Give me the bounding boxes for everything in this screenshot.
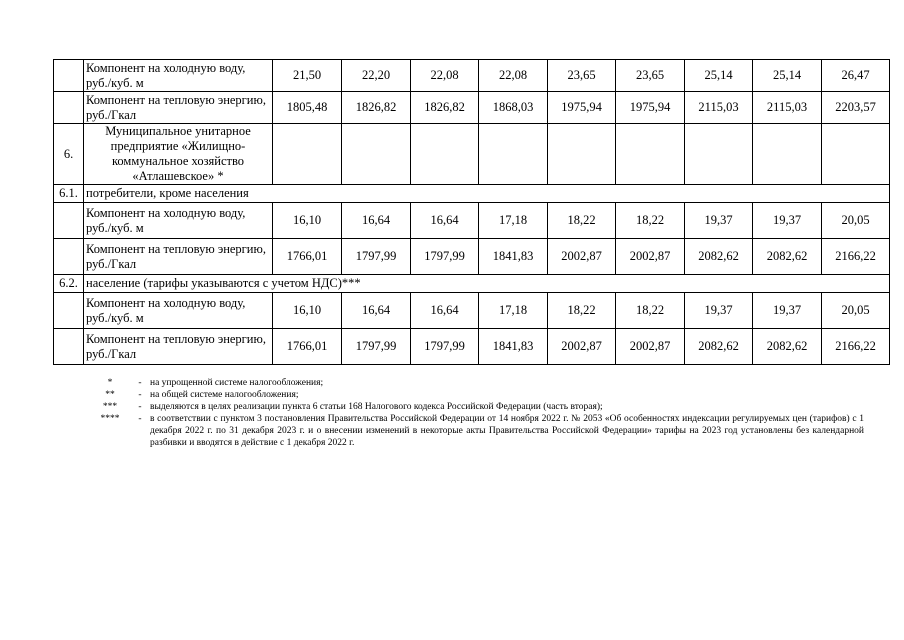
row-number: 6.1. [54,185,84,203]
row-number-cell [54,60,84,92]
row-number-cell [54,329,84,365]
tariff-value: 18,22 [616,203,685,239]
tariff-value: 1826,82 [411,92,479,124]
table-row [54,329,890,365]
tariff-value: 2082,62 [685,239,753,275]
table-row [54,203,890,239]
footnote-text: на упрощенной системе налогообложения; [150,378,324,388]
footnote [90,401,864,413]
tariff-value: 2002,87 [548,239,616,275]
row-number: 6.2. [54,275,84,293]
empty-cell [685,124,753,185]
tariff-value: 16,10 [273,203,342,239]
tariff-value: 2082,62 [685,329,753,365]
tariff-value: 2082,62 [753,329,822,365]
tariff-value: 1766,01 [273,239,342,275]
section-row [54,185,890,203]
tariff-value: 1975,94 [548,92,616,124]
empty-cell [342,124,411,185]
table-row [54,92,890,124]
row-number-cell [54,92,84,124]
tariff-value: 22,08 [411,60,479,92]
footnote-dash: - [138,402,142,412]
tariff-value: 19,37 [685,293,753,329]
tariff-value: 2115,03 [685,92,753,124]
component-name: Компонент на холодную воду, руб./куб. м [84,293,273,329]
tariff-value: 25,14 [753,60,822,92]
tariff-value: 2166,22 [822,329,890,365]
tariff-value: 20,05 [822,203,890,239]
tariff-value: 2002,87 [616,239,685,275]
tariff-value: 23,65 [616,60,685,92]
footnote [90,389,864,401]
tariff-value: 25,14 [685,60,753,92]
empty-cell [273,124,342,185]
footnote-text: выделяются в целях реализации пункта 6 статьи 168 Налогового кодекса Российской Федерации (часть вторая); [150,402,603,412]
tariff-value: 1841,83 [479,329,548,365]
component-name: Компонент на тепловую энергию, руб./Гкал [84,329,273,365]
tariff-value: 16,64 [342,203,411,239]
row-number: 6. [54,124,84,185]
tariff-value: 18,22 [616,293,685,329]
empty-cell [753,124,822,185]
tariff-value: 22,08 [479,60,548,92]
tariff-value: 1826,82 [342,92,411,124]
tariff-value: 16,64 [411,203,479,239]
tariff-value: 17,18 [479,293,548,329]
footnote-mark: **** [100,414,120,424]
tariff-value: 19,37 [753,203,822,239]
tariff-value: 26,47 [822,60,890,92]
empty-cell [411,124,479,185]
section-title: потребители, кроме населения [84,185,890,203]
footnote-mark: * [107,378,113,388]
tariff-value: 1766,01 [273,329,342,365]
empty-cell [548,124,616,185]
table-row [54,60,890,92]
footnote [90,413,864,449]
tariff-value: 2082,62 [753,239,822,275]
tariff-value: 2166,22 [822,239,890,275]
footnote-text: в соответствии с пунктом 3 постановления Правительства Российской Федерации от 14 ноября 2022 г. № 2053 «Об особенностях индексации регулируемых цен (тарифов) с 1 декабря 2022 г. по 31 декабря 2023 г. и о внесении изменений в некоторые акты Правительства Российской Федерации» тарифы на 2023 год установлены без календарной разбивки и вводятся в действие с 1 декабря 2022 г. [150,414,864,448]
tariff-value: 2002,87 [616,329,685,365]
footnote-dash: - [138,378,142,388]
footnote-mark: ** [105,390,115,400]
tariff-value: 18,22 [548,293,616,329]
section-title: население (тарифы указываются с учетом НДС)*** [84,275,890,293]
tariff-value: 17,18 [479,203,548,239]
row-number-cell [54,239,84,275]
tariff-value: 2002,87 [548,329,616,365]
footnote-dash: - [138,414,142,424]
footnote-text: на общей системе налогообложения; [150,390,299,400]
tariff-value: 1975,94 [616,92,685,124]
tariff-value: 2203,57 [822,92,890,124]
tariff-value: 22,20 [342,60,411,92]
footnote [90,377,864,389]
tariff-value: 1841,83 [479,239,548,275]
tariff-value: 18,22 [548,203,616,239]
tariff-value: 19,37 [753,293,822,329]
tariff-value: 2115,03 [753,92,822,124]
tariff-value: 16,10 [273,293,342,329]
footnotes [90,377,864,449]
tariff-table [53,59,890,365]
tariff-value: 23,65 [548,60,616,92]
component-name: Компонент на тепловую энергию, руб./Гкал [84,239,273,275]
table-row [54,293,890,329]
empty-cell [822,124,890,185]
component-name: Компонент на холодную воду, руб./куб. м [84,203,273,239]
row-number-cell [54,203,84,239]
tariff-value: 16,64 [342,293,411,329]
component-name: Компонент на тепловую энергию, руб./Гкал [84,92,273,124]
table-row [54,239,890,275]
footnote-dash: - [138,390,142,400]
tariff-value: 1797,99 [342,329,411,365]
component-name: Компонент на холодную воду, руб./куб. м [84,60,273,92]
tariff-value: 21,50 [273,60,342,92]
tariff-value: 1797,99 [342,239,411,275]
empty-cell [479,124,548,185]
tariff-value: 16,64 [411,293,479,329]
tariff-value: 20,05 [822,293,890,329]
row-number-cell [54,293,84,329]
tariff-value: 1797,99 [411,329,479,365]
tariff-value: 1805,48 [273,92,342,124]
tariff-value: 1797,99 [411,239,479,275]
organization-row [54,124,890,185]
footnote-mark: *** [102,402,118,412]
empty-cell [616,124,685,185]
tariff-value: 1868,03 [479,92,548,124]
tariff-value: 19,37 [685,203,753,239]
section-row [54,275,890,293]
organization-name: Муниципальное унитарное предприятие «Жилищно-коммунальное хозяйство «Атлашевское» * [84,124,273,185]
